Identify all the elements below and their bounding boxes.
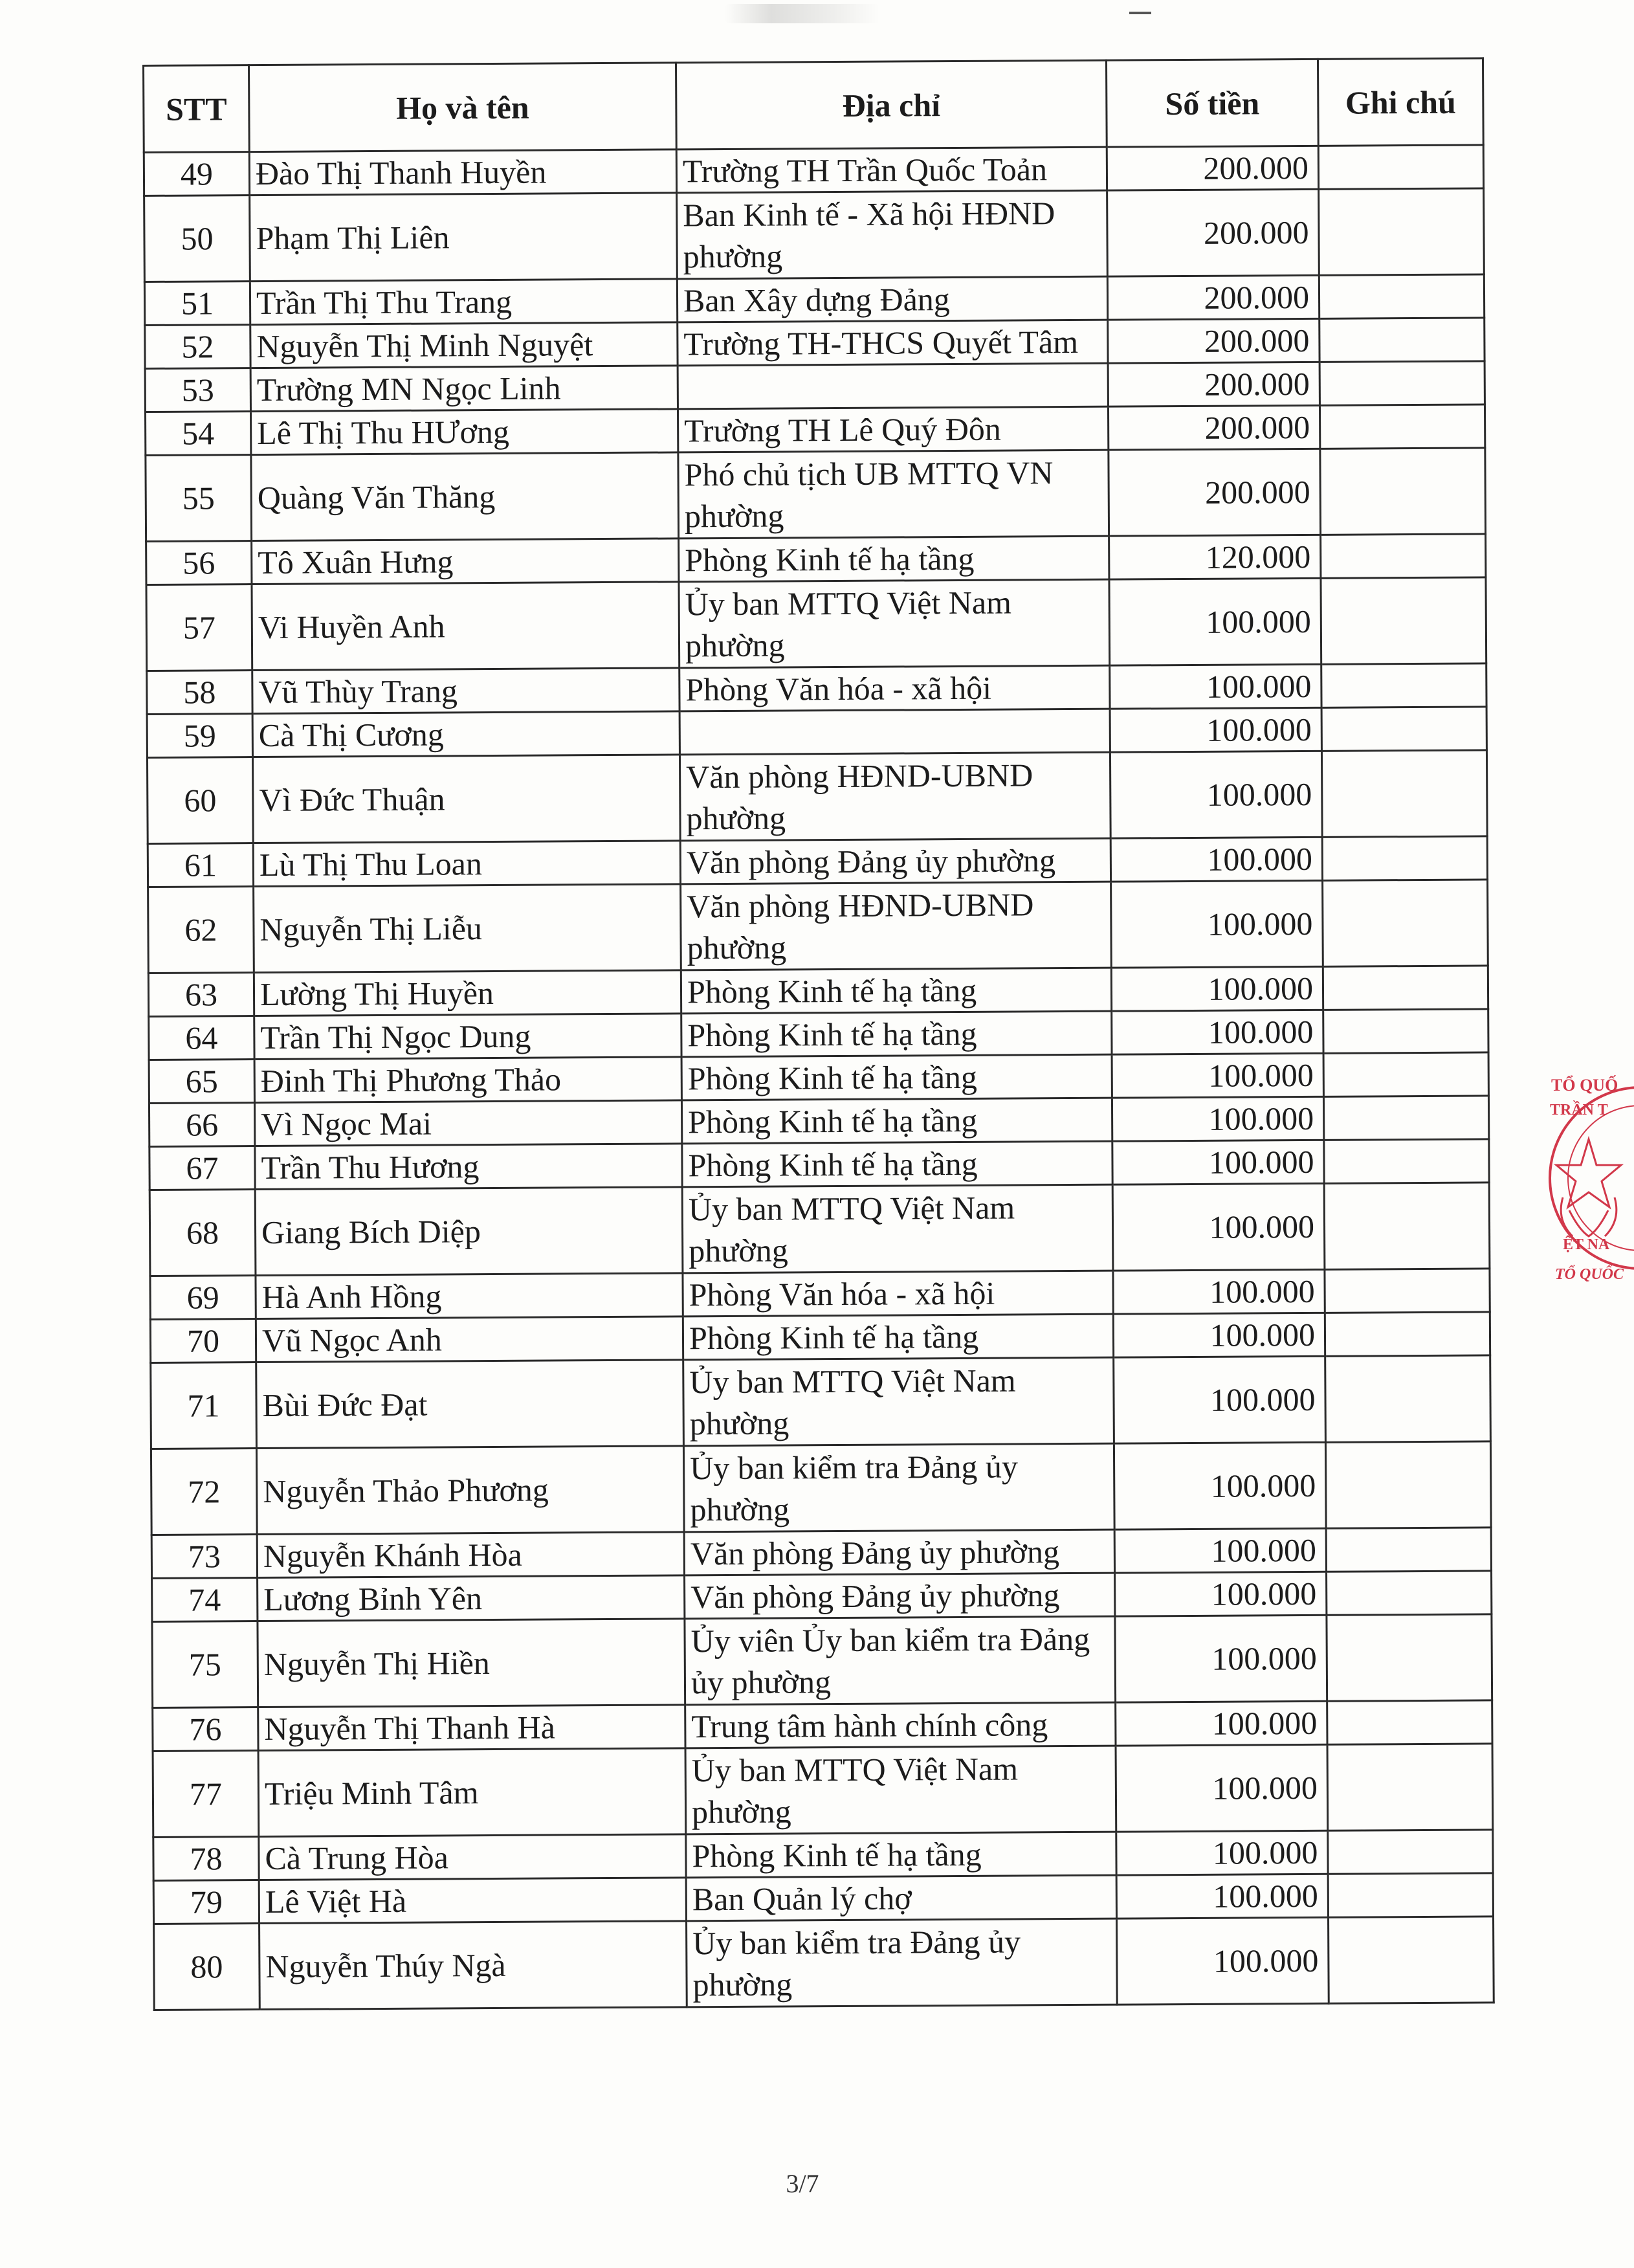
row-note [1319, 361, 1485, 405]
row-stt: 53 [145, 368, 250, 412]
table-row [153, 1700, 1492, 1751]
donation-table-container [142, 57, 1493, 2011]
table-row [146, 534, 1486, 585]
row-amount: 200.000 [1108, 405, 1319, 450]
donation-table [142, 57, 1495, 2011]
row-amount: 100.000 [1111, 880, 1323, 968]
table-row [145, 405, 1485, 456]
row-address: Phòng Văn hóa - xã hội [683, 1271, 1113, 1317]
row-amount: 100.000 [1110, 664, 1321, 709]
row-stt: 61 [148, 843, 253, 887]
row-address: Trường TH Lê Quý Đôn [678, 406, 1108, 452]
row-amount: 100.000 [1116, 1874, 1328, 1918]
svg-text:TỔ QUỐ: TỔ QUỐ [1551, 1076, 1618, 1095]
table-row [153, 1744, 1493, 1838]
row-name: Bùi Đức Đạt [256, 1360, 684, 1449]
row-stt: 74 [152, 1578, 258, 1622]
row-stt: 54 [145, 412, 250, 456]
row-address: Văn phòng HĐND-UBND phường [681, 882, 1112, 970]
row-address: Ban Kinh tế - Xã hội HĐND phường [677, 190, 1108, 279]
table-row [149, 1096, 1488, 1147]
row-name: Phạm Thị Liên [250, 193, 678, 282]
table-row [153, 1873, 1493, 1924]
row-stt: 67 [149, 1146, 255, 1190]
row-address: Ủy ban MTTQ Việt Nam phường [683, 1357, 1114, 1446]
row-stt: 52 [145, 325, 250, 369]
row-amount: 200.000 [1108, 318, 1319, 363]
row-amount: 100.000 [1110, 751, 1322, 838]
row-amount: 100.000 [1112, 1183, 1325, 1271]
row-name: Vì Ngọc Mai [254, 1100, 681, 1146]
row-address: Phòng Kinh tế hạ tầng [681, 1054, 1112, 1100]
row-stt: 76 [153, 1707, 258, 1751]
scan-dash-mark [1129, 12, 1151, 14]
row-stt: 66 [149, 1103, 254, 1147]
table-row [147, 707, 1486, 758]
row-note [1319, 274, 1484, 318]
row-name: Nguyễn Thị Thanh Hà [258, 1705, 685, 1751]
row-address: Phòng Kinh tế hạ tầng [681, 1098, 1112, 1144]
row-amount: 100.000 [1112, 1010, 1323, 1054]
row-note [1327, 1571, 1492, 1615]
row-name: Trần Thu Hương [255, 1144, 682, 1190]
table-row [148, 880, 1488, 973]
svg-text:ỆT NA: ỆT NA [1563, 1236, 1610, 1253]
row-stt: 80 [154, 1924, 260, 2010]
row-stt: 79 [153, 1880, 259, 1924]
row-amount: 100.000 [1113, 1269, 1325, 1314]
table-row [149, 1183, 1490, 1276]
row-note [1319, 188, 1485, 275]
table-row [150, 1312, 1490, 1363]
header-note: Ghi chú [1318, 58, 1483, 146]
svg-text:TRẦN T: TRẦN T [1550, 1102, 1608, 1118]
row-name: Nguyễn Thị Hiền [258, 1619, 685, 1707]
row-note [1321, 707, 1486, 751]
row-stt: 65 [149, 1060, 254, 1104]
row-note [1324, 1139, 1489, 1183]
row-amount: 100.000 [1110, 707, 1321, 752]
scan-artifact [725, 4, 880, 23]
row-name: Nguyễn Thảo Phương [256, 1446, 684, 1535]
row-name: Nguyễn Thị Minh Nguyệt [250, 322, 678, 368]
row-stt: 69 [150, 1276, 256, 1320]
header-address: Địa chỉ [676, 60, 1107, 150]
row-name: Lường Thị Huyền [254, 970, 681, 1016]
row-amount: 200.000 [1108, 362, 1319, 406]
table-row [147, 663, 1486, 715]
row-note [1323, 1096, 1488, 1140]
table-body [144, 145, 1494, 2010]
row-name: Giang Bích Diệp [255, 1187, 683, 1276]
table-row [154, 1917, 1494, 2010]
row-name: Vũ Thùy Trang [252, 668, 679, 714]
row-stt: 56 [146, 541, 252, 585]
row-stt: 73 [151, 1535, 257, 1579]
row-amount: 100.000 [1116, 1701, 1327, 1746]
row-name: Vũ Ngọc Anh [256, 1317, 683, 1362]
red-seal-stamp [1543, 1042, 1634, 1314]
row-name: Đinh Thị Phương Thảo [254, 1057, 681, 1103]
table-row [147, 750, 1487, 844]
table-row [149, 1139, 1489, 1190]
row-note [1325, 1269, 1490, 1313]
row-address: Văn phòng Đảng ủy phường [684, 1529, 1114, 1575]
row-address: Ủy viên Ủy ban kiểm tra Đảng ủy phường [685, 1616, 1116, 1705]
row-address: Văn phòng Đảng ủy phường [685, 1573, 1115, 1619]
table-row [144, 188, 1485, 282]
table-row [151, 1355, 1491, 1449]
row-note [1319, 405, 1485, 449]
row-address: Phòng Văn hóa - xã hội [679, 665, 1110, 711]
row-name: Trần Thị Thu Trang [250, 279, 677, 325]
row-stt: 60 [147, 757, 253, 844]
table-row [152, 1614, 1492, 1708]
row-note [1321, 663, 1486, 707]
row-address: Ủy ban MTTQ Việt Nam phường [682, 1184, 1113, 1273]
row-stt: 63 [148, 973, 254, 1017]
row-address: Phòng Kinh tế hạ tầng [686, 1832, 1116, 1878]
row-note [1323, 1052, 1488, 1096]
page-number: 3/7 [786, 2169, 819, 2198]
row-amount: 100.000 [1115, 1572, 1327, 1616]
row-amount: 200.000 [1109, 449, 1321, 536]
row-stt: 58 [147, 671, 252, 715]
row-note [1325, 1355, 1491, 1442]
row-address: Ban Xây dựng Đảng [677, 276, 1107, 322]
row-amount: 100.000 [1113, 1313, 1325, 1357]
row-amount: 100.000 [1116, 1744, 1328, 1832]
row-amount: 200.000 [1107, 189, 1319, 276]
row-stt: 49 [144, 152, 249, 196]
row-note [1323, 1009, 1488, 1053]
row-name: Quàng Văn Thăng [251, 452, 679, 541]
row-note [1324, 1183, 1490, 1269]
table-row [145, 318, 1485, 369]
row-name: Lê Thị Thu HƯơng [250, 409, 678, 455]
row-stt: 68 [149, 1190, 256, 1276]
row-address: Phó chủ tịch UB MTTQ VN phường [678, 450, 1109, 539]
row-note [1327, 1744, 1493, 1830]
table-row [151, 1528, 1491, 1579]
row-amount: 100.000 [1114, 1442, 1326, 1529]
row-address: Ủy ban kiểm tra Đảng ủy phường [687, 1918, 1118, 2007]
row-note [1319, 318, 1485, 362]
row-address: Phòng Kinh tế hạ tầng [681, 968, 1111, 1014]
table-row [148, 836, 1487, 887]
table-header-row [144, 58, 1484, 153]
row-address: Ban Quản lý chợ [686, 1875, 1116, 1921]
row-address: Ủy ban MTTQ Việt Nam phường [679, 579, 1110, 668]
row-stt: 77 [153, 1751, 259, 1838]
row-note [1323, 966, 1488, 1010]
row-address: Phòng Kinh tế hạ tầng [681, 1011, 1112, 1057]
row-stt: 70 [150, 1319, 256, 1363]
row-amount: 100.000 [1114, 1356, 1326, 1443]
row-name: Vì Đức Thuận [252, 755, 680, 843]
table-row [151, 1441, 1491, 1535]
header-amount: Số tiền [1106, 59, 1318, 147]
row-name: Lương Bỉnh Yên [258, 1575, 685, 1621]
row-note [1325, 1441, 1491, 1528]
row-note [1321, 577, 1486, 664]
row-note [1326, 1528, 1491, 1572]
row-address: Văn phòng Đảng ủy phường [680, 838, 1110, 884]
row-stt: 51 [144, 282, 250, 326]
table-row [146, 577, 1486, 671]
row-stt: 71 [151, 1362, 257, 1449]
row-name: Triệu Minh Tâm [258, 1748, 686, 1837]
header-name: Họ và tên [249, 63, 677, 152]
row-note [1318, 145, 1483, 189]
row-amount: 100.000 [1114, 1528, 1326, 1573]
row-address: Ủy ban MTTQ Việt Nam phường [685, 1746, 1116, 1834]
row-address: Phòng Kinh tế hạ tầng [683, 1314, 1113, 1360]
row-stt: 72 [151, 1449, 257, 1535]
table-row [146, 448, 1486, 542]
row-stt: 64 [149, 1016, 254, 1060]
table-row [145, 361, 1485, 412]
row-name: Cà Thị Cương [252, 711, 679, 757]
row-address: Trung tâm hành chính công [685, 1702, 1116, 1748]
row-amount: 100.000 [1111, 966, 1323, 1011]
row-amount: 200.000 [1107, 275, 1319, 320]
row-stt: 57 [146, 584, 252, 671]
row-stt: 75 [152, 1621, 258, 1708]
row-stt: 50 [144, 195, 250, 282]
row-amount: 100.000 [1110, 837, 1322, 882]
row-address: Trường TH-THCS Quyết Tâm [678, 320, 1108, 366]
row-amount: 100.000 [1116, 1830, 1328, 1875]
row-name: Lê Việt Hà [259, 1878, 686, 1924]
row-address: Trường TH Trần Quốc Toản [676, 147, 1107, 193]
row-note [1325, 1312, 1490, 1356]
row-name: Trường MN Ngọc Linh [250, 366, 678, 412]
row-amount: 200.000 [1107, 146, 1318, 190]
row-stt: 62 [148, 887, 254, 973]
row-note [1328, 1830, 1493, 1874]
row-name: Vi Huyền Anh [252, 582, 679, 671]
table-row [153, 1830, 1493, 1881]
row-name: Tô Xuân Hưng [252, 539, 679, 584]
row-note [1327, 1700, 1492, 1744]
row-name: Hà Anh Hồng [256, 1273, 683, 1319]
row-name: Lù Thị Thu Loan [253, 841, 680, 887]
row-note [1321, 534, 1486, 578]
row-stt: 55 [146, 455, 252, 542]
row-stt: 78 [153, 1837, 259, 1881]
row-note [1322, 836, 1487, 880]
row-name: Nguyễn Thị Liễu [254, 884, 681, 973]
table-row [144, 145, 1483, 196]
row-amount: 100.000 [1117, 1917, 1329, 2005]
row-note [1327, 1614, 1492, 1701]
row-address: Phòng Kinh tế hạ tầng [679, 536, 1109, 582]
row-name: Đào Thị Thanh Huyền [249, 150, 676, 195]
row-note [1329, 1917, 1494, 2003]
row-amount: 100.000 [1112, 1053, 1323, 1098]
row-address [678, 363, 1108, 409]
row-note [1328, 1873, 1493, 1917]
table-row [150, 1269, 1490, 1320]
row-name: Cà Trung Hòa [259, 1834, 686, 1880]
row-amount: 120.000 [1109, 535, 1321, 579]
table-row [148, 966, 1488, 1017]
row-name: Nguyễn Thúy Ngà [259, 1921, 687, 2010]
row-note [1323, 880, 1488, 966]
row-name: Trần Thị Ngọc Dung [254, 1014, 681, 1060]
row-amount: 100.000 [1109, 578, 1321, 665]
row-amount: 100.000 [1112, 1096, 1323, 1141]
row-name: Nguyễn Khánh Hòa [257, 1532, 684, 1578]
row-note [1320, 448, 1486, 535]
row-amount: 100.000 [1112, 1140, 1324, 1184]
row-address: Phòng Kinh tế hạ tầng [682, 1141, 1112, 1187]
row-amount: 100.000 [1115, 1615, 1327, 1702]
row-note [1321, 750, 1487, 837]
row-address: Văn phòng HĐND-UBND phường [679, 752, 1110, 841]
header-stt: STT [144, 65, 250, 153]
table-row [149, 1052, 1488, 1104]
row-stt: 59 [147, 714, 252, 758]
table-row [152, 1571, 1492, 1622]
table-row [149, 1009, 1488, 1060]
row-address [679, 709, 1110, 755]
row-address: Ủy ban kiểm tra Đảng ủy phường [683, 1443, 1114, 1532]
svg-text:TỔ QUỐC: TỔ QUỐC [1555, 1266, 1624, 1283]
table-row [144, 274, 1484, 326]
